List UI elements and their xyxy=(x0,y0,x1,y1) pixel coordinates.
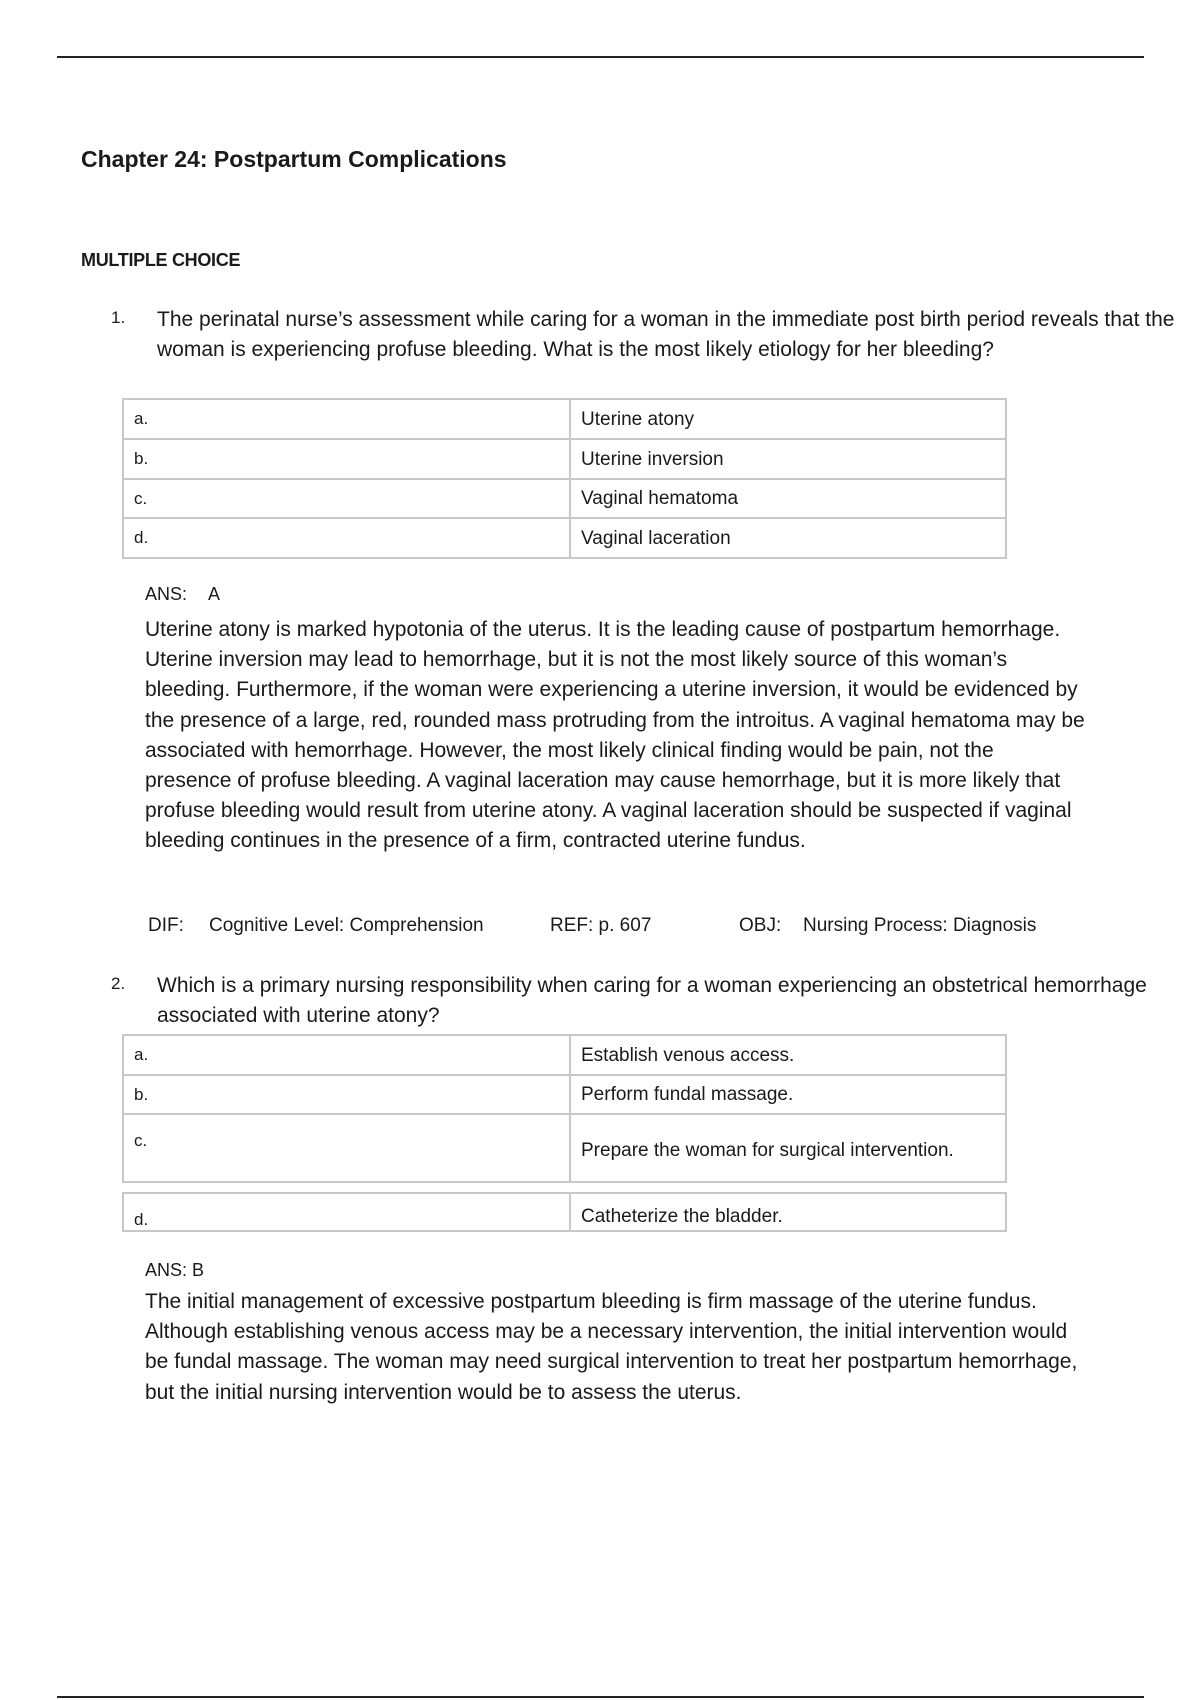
footer-rule xyxy=(57,1696,1144,1698)
option-text: Prepare the woman for surgical intervention. xyxy=(570,1114,1006,1182)
option-text: Uterine inversion xyxy=(570,439,1006,479)
option-text: Vaginal hematoma xyxy=(570,479,1006,518)
question-number: 2. xyxy=(111,974,126,993)
question-stem: Which is a primary nursing responsibility when caring for a woman experiencing an obstetrical hemorrhage associated with uterine atony? xyxy=(157,974,1147,1027)
option-letter: b. xyxy=(123,439,570,479)
answer-line: ANS: B xyxy=(145,1260,205,1280)
option-text: Catheterize the bladder. xyxy=(570,1193,1006,1231)
option-letter: c. xyxy=(123,479,570,518)
answer-label: ANS: xyxy=(145,584,188,604)
option-letter: d. xyxy=(123,1193,570,1231)
option-letter: a. xyxy=(123,1035,570,1075)
options-table-1 xyxy=(122,398,1007,559)
rationale-1: Uterine atony is marked hypotonia of the uterus. It is the leading cause of postpartum hemorrhage. Uterine inversion may lead to hemorrhage, but it is not the most likely source of this woman’s bleeding. Furthermore, if the woman were experiencing a uterine inversion, it would be evidenced by the presence of a large, red, rounded mass protruding from the introitus. A vaginal hematoma may be associated with hemorrhage. However, the most likely clinical finding would be pain, not the presence of profuse bleeding. A vaginal laceration may cause hemorrhage, but it is more likely that profuse bleeding would result from uterine atony. A vaginal laceration should be suspected if vaginal bleeding continues in the presence of a firm, contracted uterine fundus. xyxy=(145,618,1085,853)
option-text: Uterine atony xyxy=(570,399,1006,439)
option-letter: d. xyxy=(123,518,570,558)
ref-value: REF: p. 607 xyxy=(550,915,652,936)
option-letter: c. xyxy=(123,1114,570,1182)
question-stem: The perinatal nurse’s assessment while caring for a woman in the immediate post birth period reveals that the woman is experiencing profuse bleeding. What is the most likely etiology for her bleeding? xyxy=(157,308,1175,361)
obj-label: OBJ: xyxy=(739,915,782,936)
option-row xyxy=(123,399,1006,439)
section-heading: MULTIPLE CHOICE xyxy=(81,250,241,270)
obj-value: Nursing Process: Diagnosis xyxy=(803,915,1037,936)
dif-label: DIF: xyxy=(148,915,184,936)
answer-line xyxy=(145,584,220,605)
option-row xyxy=(123,518,1006,558)
option-row xyxy=(123,479,1006,518)
header-rule xyxy=(57,56,1144,58)
answer-value: A xyxy=(208,584,221,604)
rationale-2: The initial management of excessive postpartum bleeding is firm massage of the uterine fundus. Although establishing venous access may be a necessary intervention, the initial intervention would be fundal massage. The woman may need surgical intervention to treat her postpartum hemorrhage, but the initial nursing intervention would be to assess the uterus. xyxy=(145,1290,1078,1404)
option-letter: a. xyxy=(123,399,570,439)
question-number: 1. xyxy=(111,308,126,327)
option-row xyxy=(123,1075,1006,1114)
options-table-2-continued xyxy=(122,1192,1007,1232)
option-row xyxy=(123,1193,1006,1231)
chapter-title: Chapter 24: Postpartum Complications xyxy=(81,146,507,172)
option-row xyxy=(123,1114,1006,1182)
dif-value: Cognitive Level: Comprehension xyxy=(209,915,484,936)
options-table-2 xyxy=(122,1034,1007,1183)
option-row xyxy=(123,1035,1006,1075)
option-text: Vaginal laceration xyxy=(570,518,1006,558)
option-row xyxy=(123,439,1006,479)
option-letter: b. xyxy=(123,1075,570,1114)
option-text: Perform fundal massage. xyxy=(570,1075,1006,1114)
option-text: Establish venous access. xyxy=(570,1035,1006,1075)
